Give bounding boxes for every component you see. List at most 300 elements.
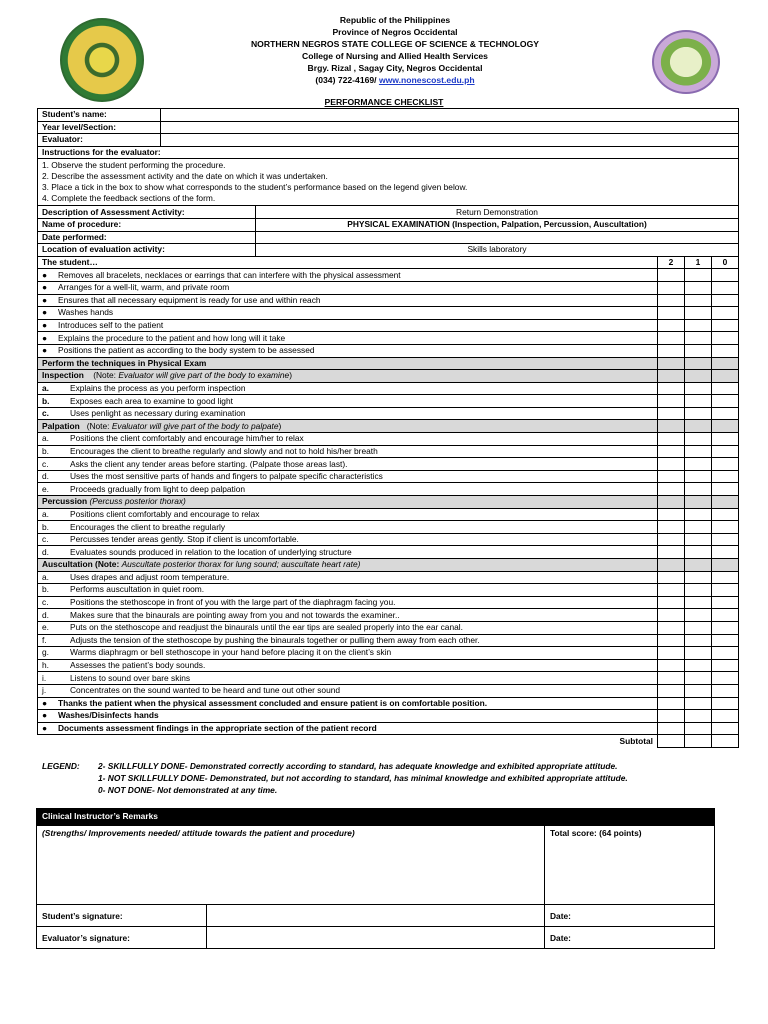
legend-skillfully-done: 2- SKILLFULLY DONE- Demonstrated correctly according to standard, has adequate knowledge and exhibited appropriate attitude. <box>98 761 618 771</box>
item-score-0-box[interactable] <box>712 596 739 609</box>
item-label: Assesses the patient’s body sounds. <box>70 660 206 671</box>
student-signature-field[interactable] <box>207 905 545 927</box>
item-label: Thanks the patient when the physical assessment concluded and ensure patient is on comfortable position. <box>58 697 488 708</box>
checklist-item-text <box>38 710 658 723</box>
item-label: Positions the patient as according to the body system to be assessed <box>58 345 315 356</box>
checklist-item-text <box>38 395 658 408</box>
remarks-table <box>36 808 715 949</box>
item-score-0-box[interactable] <box>712 458 739 471</box>
item-score-0-box[interactable] <box>712 307 739 320</box>
instruction-1: 1. Observe the student performing the procedure. <box>42 160 226 171</box>
checklist-item <box>38 294 739 307</box>
item-score-1-box[interactable] <box>685 584 712 597</box>
item-label: Uses drapes and adjust room temperature. <box>70 571 230 582</box>
instructions-row <box>38 159 739 206</box>
item-label: Arranges for a well-lit, warm, and private room <box>58 282 230 293</box>
item-label: Positions the stethoscope in front of you with the large part of the diaphragm facing you. <box>70 597 396 608</box>
item-score-0-box[interactable] <box>712 684 739 697</box>
item-score-1-box[interactable] <box>685 533 712 546</box>
item-score-0-box[interactable] <box>712 533 739 546</box>
item-label: Adjusts the tension of the stethoscope by pushing the binaurals together or pulling them away from each other. <box>70 634 480 645</box>
checklist-item-text <box>38 445 658 458</box>
student-name-field[interactable] <box>161 109 739 122</box>
item-score-2-box[interactable] <box>658 332 685 345</box>
checklist-item <box>38 382 739 395</box>
subtotal-cell-0[interactable] <box>712 735 739 748</box>
checklist-item-text <box>38 684 658 697</box>
item-score-0-box[interactable] <box>712 609 739 622</box>
checklist-item <box>38 269 739 282</box>
checklist-item <box>38 319 739 332</box>
item-score-0-box[interactable] <box>712 382 739 395</box>
item-score-2-box[interactable] <box>658 294 685 307</box>
item-label: Uses penlight as necessary during examination <box>70 408 246 419</box>
item-score-0-box[interactable] <box>712 659 739 672</box>
item-label: Explains the process as you perform inspection <box>70 382 246 393</box>
checklist-item-text <box>38 722 658 735</box>
checklist-item-text <box>38 521 658 534</box>
item-letter: c. <box>42 597 49 608</box>
checklist-item <box>38 697 739 710</box>
techniques-label: Perform the techniques in Physical Exam <box>38 357 658 370</box>
item-score-0-box[interactable] <box>712 722 739 735</box>
checklist-item <box>38 722 739 735</box>
item-letter: a. <box>42 382 49 393</box>
palpation-header-row <box>38 420 739 433</box>
procedure-row <box>38 218 739 231</box>
item-score-2-box[interactable] <box>658 659 685 672</box>
item-label: Uses the most sensitive parts of hands and fingers to palpate specific characteristics <box>70 471 383 482</box>
item-score-0-box[interactable] <box>712 294 739 307</box>
checklist-item <box>38 596 739 609</box>
item-score-0-box[interactable] <box>712 647 739 660</box>
item-letter: e. <box>42 622 49 633</box>
procedure-value: PHYSICAL EXAMINATION (Inspection, Palpation, Percussion, Auscultation) <box>256 218 739 231</box>
item-score-2-box[interactable] <box>658 722 685 735</box>
item-score-1-box[interactable] <box>685 395 712 408</box>
header-phone: (034) 722-4169/ <box>315 75 379 85</box>
item-label: Positions the client comfortably and encourage him/her to relax <box>70 433 304 444</box>
item-score-0-box[interactable] <box>712 634 739 647</box>
item-score-1-box[interactable] <box>685 546 712 559</box>
item-score-1-box[interactable] <box>685 458 712 471</box>
item-score-2-box[interactable] <box>658 344 685 357</box>
checklist-item <box>38 407 739 420</box>
scale-header-row <box>38 256 739 269</box>
checklist-item-text <box>38 281 658 294</box>
checklist-item-text <box>38 483 658 496</box>
evaluator-date-label[interactable]: Date: <box>545 927 715 949</box>
item-score-0-box[interactable] <box>712 281 739 294</box>
item-label: Washes/Disinfects hands <box>58 710 159 721</box>
header-address: Brgy. Rizal , Sagay City, Negros Occidental <box>307 63 483 73</box>
item-score-2-box[interactable] <box>658 508 685 521</box>
item-score-2-box[interactable] <box>658 407 685 420</box>
item-score-0-box[interactable] <box>712 395 739 408</box>
item-score-0-box[interactable] <box>712 584 739 597</box>
checklist-item-text <box>38 307 658 320</box>
inspection-header-row <box>38 370 739 383</box>
item-letter: e. <box>42 483 49 494</box>
item-score-1-box[interactable] <box>685 382 712 395</box>
item-score-1-box[interactable] <box>685 722 712 735</box>
evaluator-row <box>38 134 739 147</box>
item-label: Makes sure that the binaurals are pointing away from you and not towards the examiner.. <box>70 609 400 620</box>
legend-not-done: 0- NOT DONE- Not demonstrated at any time. <box>98 785 278 795</box>
item-score-1-box[interactable] <box>685 621 712 634</box>
item-label: Puts on the stethoscope and readjust the binaurals until the ear tips are sealed properly into the ear canal. <box>70 622 463 633</box>
item-label: Asks the client any tender areas before starting. (Palpate those areas last). <box>70 458 348 469</box>
item-score-2-box[interactable] <box>658 307 685 320</box>
item-score-2-box[interactable] <box>658 533 685 546</box>
subtotal-row <box>38 735 739 748</box>
student-signature-label: Student’s signature: <box>37 905 207 927</box>
checklist-item <box>38 584 739 597</box>
instruction-2: 2. Describe the assessment activity and the date on which it was undertaken. <box>42 171 328 182</box>
bullet-icon: ● <box>42 269 48 280</box>
location-row <box>38 244 739 257</box>
item-score-1-box[interactable] <box>685 697 712 710</box>
item-score-1-box[interactable] <box>685 508 712 521</box>
item-letter: b. <box>42 395 50 406</box>
checklist-item-text <box>38 269 658 282</box>
item-letter: b. <box>42 521 49 532</box>
item-letter: f. <box>42 634 47 645</box>
bullet-icon: ● <box>42 723 48 734</box>
item-score-1-box[interactable] <box>685 433 712 446</box>
item-score-1-box[interactable] <box>685 684 712 697</box>
item-score-1-box[interactable] <box>685 269 712 282</box>
item-score-2-box[interactable] <box>658 634 685 647</box>
checklist-item-text <box>38 546 658 559</box>
item-score-1-box[interactable] <box>685 332 712 345</box>
student-name-row <box>38 109 739 122</box>
item-score-1-box[interactable] <box>685 470 712 483</box>
item-label: Performs auscultation in quiet room. <box>70 584 205 595</box>
instructions-list <box>38 159 739 206</box>
item-score-1-box[interactable] <box>685 609 712 622</box>
item-letter: i. <box>42 672 47 683</box>
checklist-item-text <box>38 533 658 546</box>
score-0-header: 0 <box>712 256 739 269</box>
remarks-prompt[interactable]: (Strengths/ Improvements needed/ attitude towards the patient and procedure) <box>37 826 545 905</box>
checklist-item <box>38 546 739 559</box>
item-score-2-box[interactable] <box>658 684 685 697</box>
checklist-item-text <box>38 697 658 710</box>
item-label: Evaluates sounds produced in relation to the location of underlying structure <box>70 546 352 557</box>
item-score-0-box[interactable] <box>712 332 739 345</box>
checklist-item-text <box>38 344 658 357</box>
item-label: Encourages the client to breathe regularly and slowly and not to hold his/her breath <box>70 445 378 456</box>
percussion-header-row <box>38 496 739 509</box>
student-name-label: Student’s name: <box>38 109 161 122</box>
item-score-2-box[interactable] <box>658 596 685 609</box>
checklist-item <box>38 281 739 294</box>
checklist-item-text <box>38 382 658 395</box>
item-score-0-box[interactable] <box>712 319 739 332</box>
checklist-item <box>38 395 739 408</box>
item-score-1-box[interactable] <box>685 710 712 723</box>
item-label: Listens to sound over bare skins <box>70 672 191 683</box>
item-score-1-box[interactable] <box>685 407 712 420</box>
item-score-0-box[interactable] <box>712 546 739 559</box>
item-score-1-box[interactable] <box>685 672 712 685</box>
item-score-1-box[interactable] <box>685 281 712 294</box>
item-score-2-box[interactable] <box>658 433 685 446</box>
checklist-item-text <box>38 571 658 584</box>
date-field[interactable] <box>256 231 739 244</box>
checklist-item <box>38 647 739 660</box>
bullet-icon: ● <box>42 332 48 343</box>
item-score-0-box[interactable] <box>712 521 739 534</box>
checklist-item <box>38 533 739 546</box>
subtotal-cell-1[interactable] <box>685 735 712 748</box>
inspection-items <box>38 382 739 420</box>
closing-items <box>38 697 739 735</box>
location-value: Skills laboratory <box>256 244 739 257</box>
general-items <box>38 269 739 357</box>
item-letter: a. <box>42 433 49 444</box>
bullet-icon: ● <box>42 294 48 305</box>
remarks-body-row <box>37 826 715 905</box>
item-label: Ensures that all necessary equipment is ready for use and within reach <box>58 294 321 305</box>
bullet-icon: ● <box>42 710 48 721</box>
date-label: Date performed: <box>38 231 256 244</box>
checklist-item-text <box>38 621 658 634</box>
bullet-icon: ● <box>42 697 48 708</box>
item-score-1-box[interactable] <box>685 307 712 320</box>
checklist-item-text <box>38 294 658 307</box>
checklist-item <box>38 307 739 320</box>
item-score-1-box[interactable] <box>685 294 712 307</box>
remarks-title: Clinical Instructor’s Remarks <box>37 809 715 826</box>
item-score-0-box[interactable] <box>712 710 739 723</box>
instructions-label-row <box>38 146 739 159</box>
auscultation-header: Auscultation (Note: Auscultate posterior thorax for lung sound; auscultate heart rate) <box>38 559 658 572</box>
item-score-0-box[interactable] <box>712 571 739 584</box>
year-level-label: Year level/Section: <box>38 121 161 134</box>
item-score-2-box[interactable] <box>658 621 685 634</box>
item-letter: j. <box>42 685 47 696</box>
checklist-item-text <box>38 672 658 685</box>
item-letter: b. <box>42 445 49 456</box>
item-label: Proceeds gradually from light to deep palpation <box>70 483 246 494</box>
item-score-1-box[interactable] <box>685 483 712 496</box>
item-label: Washes hands <box>58 307 114 318</box>
score-2-header: 2 <box>658 256 685 269</box>
checklist-item-text <box>38 470 658 483</box>
remarks-header-row <box>37 809 715 826</box>
checklist-item <box>38 433 739 446</box>
student-scale-label: The student… <box>38 256 658 269</box>
item-label: Removes all bracelets, necklaces or earrings that can interfere with the physical assessment <box>58 269 401 280</box>
checklist-item-text <box>38 319 658 332</box>
legend-not-skillfully-done: 1- NOT SKILLFULLY DONE- Demonstrated, but not according to standard, has minimal knowledge and exhibited appropriate attitude. <box>98 773 628 783</box>
item-score-2-box[interactable] <box>658 710 685 723</box>
item-letter: h. <box>42 660 49 671</box>
item-score-1-box[interactable] <box>685 344 712 357</box>
checklist-item-text <box>38 659 658 672</box>
checklist-item-text <box>38 458 658 471</box>
item-score-2-box[interactable] <box>658 584 685 597</box>
performance-checklist-table <box>37 108 739 748</box>
bullet-icon: ● <box>42 320 48 331</box>
date-row <box>38 231 739 244</box>
item-score-0-box[interactable] <box>712 483 739 496</box>
item-letter: c. <box>42 458 49 469</box>
checklist-item <box>38 344 739 357</box>
item-score-2-box[interactable] <box>658 470 685 483</box>
header-college: NORTHERN NEGROS STATE COLLEGE OF SCIENCE & TECHNOLOGY <box>250 39 540 49</box>
legend-label: LEGEND: <box>42 761 80 771</box>
page-title: PERFORMANCE CHECKLIST <box>324 97 444 107</box>
checklist-item-text <box>38 647 658 660</box>
checklist-item <box>38 672 739 685</box>
item-score-0-box[interactable] <box>712 344 739 357</box>
college-seal-logo <box>60 18 144 102</box>
evaluator-signature-field[interactable] <box>207 927 545 949</box>
item-score-1-box[interactable] <box>685 659 712 672</box>
item-score-1-box[interactable] <box>685 445 712 458</box>
checklist-item <box>38 483 739 496</box>
item-score-0-box[interactable] <box>712 508 739 521</box>
inspection-header: Inspection (Note: Evaluator will give part of the body to examine) <box>38 370 658 383</box>
item-score-2-box[interactable] <box>658 269 685 282</box>
year-level-field[interactable] <box>161 121 739 134</box>
item-letter: c. <box>42 534 49 545</box>
checklist-item <box>38 571 739 584</box>
item-score-0-box[interactable] <box>712 672 739 685</box>
checklist-item-text <box>38 407 658 420</box>
header-province: Province of Negros Occidental <box>332 27 458 37</box>
total-score-label: Total score: (64 points) <box>545 826 715 905</box>
item-letter: c. <box>42 408 49 419</box>
item-score-2-box[interactable] <box>658 546 685 559</box>
website-link[interactable]: www.nonescost.edu.ph <box>378 75 475 85</box>
item-score-1-box[interactable] <box>685 319 712 332</box>
item-score-0-box[interactable] <box>712 269 739 282</box>
item-label: Documents assessment findings in the appropriate section of the patient record <box>58 723 377 734</box>
department-seal-logo <box>652 30 720 94</box>
checklist-item <box>38 508 739 521</box>
item-score-2-box[interactable] <box>658 697 685 710</box>
item-label: Encourages the client to breathe regularly <box>70 521 226 532</box>
instruction-4: 4. Complete the feedback sections of the form. <box>42 193 216 204</box>
item-score-2-box[interactable] <box>658 609 685 622</box>
checklist-item <box>38 634 739 647</box>
item-score-1-box[interactable] <box>685 521 712 534</box>
item-label: Explains the procedure to the patient and how long will it take <box>58 332 286 343</box>
item-score-0-box[interactable] <box>712 407 739 420</box>
checklist-item-text <box>38 584 658 597</box>
item-score-2-box[interactable] <box>658 445 685 458</box>
checklist-item-text <box>38 508 658 521</box>
item-letter: d. <box>42 609 49 620</box>
item-label: Positions client comfortably and encourage to relax <box>70 508 260 519</box>
techniques-row <box>38 357 739 370</box>
checklist-item <box>38 621 739 634</box>
item-label: Introduces self to the patient <box>58 320 164 331</box>
checklist-item-text <box>38 332 658 345</box>
item-score-2-box[interactable] <box>658 382 685 395</box>
checklist-item <box>38 332 739 345</box>
checklist-item <box>38 684 739 697</box>
checklist-item-text <box>38 634 658 647</box>
palpation-items <box>38 433 739 496</box>
bullet-icon: ● <box>42 307 48 318</box>
item-letter: g. <box>42 647 49 658</box>
item-score-2-box[interactable] <box>658 571 685 584</box>
auscultation-items <box>38 571 739 697</box>
item-score-2-box[interactable] <box>658 521 685 534</box>
evaluator-field[interactable] <box>161 134 739 147</box>
item-letter: a. <box>42 571 49 582</box>
header-contact <box>200 74 590 86</box>
procedure-label: Name of procedure: <box>38 218 256 231</box>
item-score-2-box[interactable] <box>658 647 685 660</box>
item-score-0-box[interactable] <box>712 445 739 458</box>
item-score-1-box[interactable] <box>685 596 712 609</box>
item-score-1-box[interactable] <box>685 571 712 584</box>
item-score-2-box[interactable] <box>658 395 685 408</box>
checklist-item-text <box>38 433 658 446</box>
checklist-item <box>38 659 739 672</box>
item-score-0-box[interactable] <box>712 697 739 710</box>
student-signature-row <box>37 905 715 927</box>
item-score-2-box[interactable] <box>658 483 685 496</box>
bullet-icon: ● <box>42 345 48 356</box>
item-score-2-box[interactable] <box>658 281 685 294</box>
item-score-2-box[interactable] <box>658 672 685 685</box>
score-1-header: 1 <box>685 256 712 269</box>
item-label: Percusses tender areas gently. Stop if client is uncomfortable. <box>70 534 299 545</box>
item-letter: a. <box>42 508 49 519</box>
description-row <box>38 206 739 219</box>
item-score-0-box[interactable] <box>712 470 739 483</box>
evaluator-signature-row <box>37 927 715 949</box>
palpation-header: Palpation (Note: Evaluator will give part of the body to palpate) <box>38 420 658 433</box>
auscultation-header-row <box>38 559 739 572</box>
item-letter: d. <box>42 546 49 557</box>
header-text <box>200 14 590 86</box>
evaluator-signature-label: Evaluator’s signature: <box>37 927 207 949</box>
checklist-item-text <box>38 609 658 622</box>
item-label: Exposes each area to examine to good light <box>70 395 233 406</box>
item-score-1-box[interactable] <box>685 647 712 660</box>
item-score-2-box[interactable] <box>658 319 685 332</box>
item-letter: d. <box>42 471 49 482</box>
item-score-0-box[interactable] <box>712 433 739 446</box>
item-score-0-box[interactable] <box>712 621 739 634</box>
item-score-2-box[interactable] <box>658 458 685 471</box>
location-label: Location of evaluation activity: <box>38 244 256 257</box>
header-department: College of Nursing and Allied Health Services <box>302 51 488 61</box>
checklist-item <box>38 609 739 622</box>
item-label: Concentrates on the sound wanted to be heard and tune out other sound <box>70 685 341 696</box>
subtotal-cell-2[interactable] <box>658 735 685 748</box>
checklist-item <box>38 470 739 483</box>
item-letter: b. <box>42 584 49 595</box>
item-score-1-box[interactable] <box>685 634 712 647</box>
evaluator-label: Evaluator: <box>38 134 161 147</box>
description-label: Description of Assessment Activity: <box>38 206 256 219</box>
bullet-icon: ● <box>42 282 48 293</box>
checklist-item <box>38 458 739 471</box>
checklist-item-text <box>38 596 658 609</box>
student-date-label[interactable]: Date: <box>545 905 715 927</box>
percussion-items <box>38 508 739 558</box>
instruction-3: 3. Place a tick in the box to show what corresponds to the student’s performance based on the legend given below. <box>42 182 468 193</box>
